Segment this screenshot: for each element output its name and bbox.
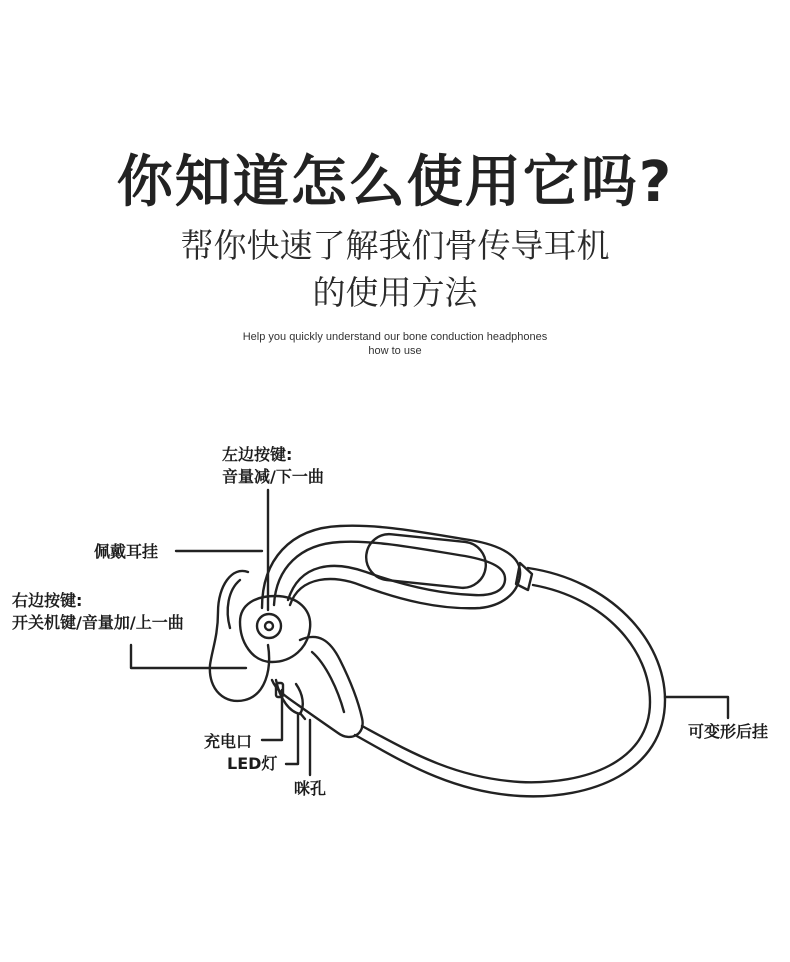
label-right-button-title: 右边按键: xyxy=(12,591,83,610)
battery-housing xyxy=(272,637,363,737)
label-left-button-title: 左边按键: xyxy=(222,445,293,464)
label-led: LED灯 xyxy=(227,754,278,773)
rear-band-inner xyxy=(362,585,650,782)
label-right-button xyxy=(12,590,184,634)
label-right-button-desc: 开关机键/音量加/上一曲 xyxy=(12,613,184,632)
page-title: 你知道怎么使用它吗? xyxy=(116,150,674,215)
label-mic: 咪孔 xyxy=(294,779,327,798)
subtitle-line-2: 的使用方法 xyxy=(312,273,478,312)
label-left-button xyxy=(222,444,324,488)
rear-band-outer xyxy=(355,568,665,796)
label-charging-port: 充电口 xyxy=(204,732,253,751)
ear-pad xyxy=(210,571,269,701)
button-ring-icon xyxy=(257,614,281,638)
english-caption-line-1: Help you quickly understand our bone conduction headphones xyxy=(242,331,548,343)
led-mark xyxy=(300,713,305,719)
leader-rear-band xyxy=(665,697,728,718)
leader-right-button xyxy=(131,645,246,668)
label-rear-band: 可变形后挂 xyxy=(688,722,769,741)
transducer-pod xyxy=(240,596,310,662)
leader-led xyxy=(286,714,298,764)
english-caption-line-2: how to use xyxy=(368,345,422,357)
ear-pad-inner xyxy=(228,580,240,628)
label-ear-hook: 佩戴耳挂 xyxy=(94,542,159,561)
button-dot-icon xyxy=(265,622,273,630)
subtitle-line-1: 帮你快速了解我们骨传导耳机 xyxy=(180,226,610,265)
label-left-button-desc: 音量减/下一曲 xyxy=(222,467,324,486)
